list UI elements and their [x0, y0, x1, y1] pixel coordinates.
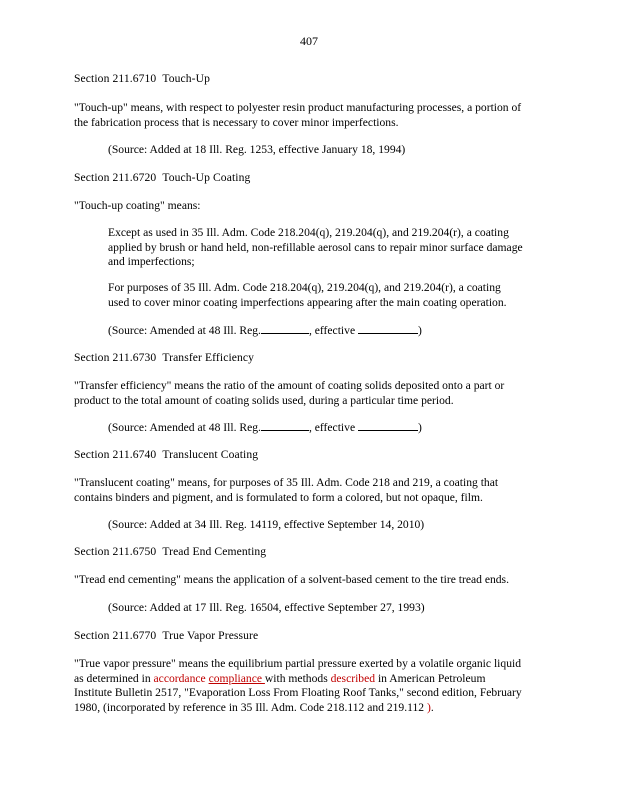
source-text: ) — [417, 421, 422, 434]
section-title: Transfer Efficiency — [162, 351, 255, 364]
page-number: 407 — [300, 34, 318, 48]
section-heading — [74, 171, 550, 186]
section-number: Section 211.6720 — [74, 171, 157, 184]
body-line — [74, 672, 550, 687]
definition-item — [108, 226, 550, 270]
section-number: Section 211.6730 — [74, 351, 157, 364]
section-heading — [74, 72, 550, 87]
blank-line — [358, 323, 418, 334]
body-line: Institute Bulletin 2517, "Evaporation Loss From Floating Roof Tanks," second edition, February — [74, 686, 522, 699]
section-heading — [74, 629, 550, 644]
body-text: . — [430, 700, 434, 714]
section-title: Touch-Up Coating — [162, 171, 251, 184]
section-number: Section 211.6750 — [74, 545, 157, 558]
revision-text: ) — [424, 700, 431, 714]
section-number: Section 211.6770 — [74, 629, 157, 642]
section-heading — [74, 545, 550, 560]
body-text: 1980, (incorporated by reference in 35 Ill. Adm. Code 218.112 and 219.112 — [74, 700, 425, 714]
body-line: Except as used in 35 Ill. Adm. Code 218.204(q), 219.204(q), and 219.204(r), a coating — [108, 226, 509, 239]
section-number: Section 211.6710 — [74, 72, 157, 85]
source-text: ) — [417, 324, 422, 337]
source-note — [108, 420, 550, 436]
section-heading — [74, 351, 550, 366]
section-title: Touch-Up — [162, 72, 210, 85]
body-line: and imperfections; — [108, 255, 195, 268]
body-text: in American Petroleum — [375, 671, 486, 685]
body-text: with methods — [264, 671, 331, 685]
body-text: as determined in — [74, 671, 154, 685]
deleted-text: described — [330, 671, 376, 685]
source-text: , effective — [308, 421, 358, 434]
deleted-text: accordance — [153, 671, 209, 685]
blank-line — [261, 420, 309, 431]
body-line: "Touch-up coating" means: — [74, 199, 201, 212]
body-line: "Transfer efficiency" means the ratio of the amount of coating solids deposited onto a part or — [74, 379, 505, 392]
section-title: Translucent Coating — [162, 448, 259, 461]
body-line: "Tread end cementing" means the application of a solvent-based cement to the tire tread ends. — [74, 573, 509, 586]
section-title: Tread End Cementing — [162, 545, 267, 558]
body-line — [74, 701, 550, 716]
body-line: "Translucent coating" means, for purposes of 35 Ill. Adm. Code 218 and 219, a coating that — [74, 476, 499, 489]
source-note: (Source: Added at 18 Ill. Reg. 1253, effective January 18, 1994) — [108, 143, 406, 156]
body-line: "Touch-up" means, with respect to polyester resin product manufacturing processes, a portion of — [74, 101, 522, 114]
body-line: used to cover minor coating imperfections appearing after the main coating operation. — [108, 295, 507, 309]
section-body — [74, 101, 550, 130]
inserted-text: compliance — [208, 671, 265, 685]
source-note — [108, 323, 550, 339]
body-line: contains binders and pigment, and is formulated to form a colored, but not opaque, film. — [74, 490, 483, 504]
source-text: , effective — [308, 324, 358, 337]
source-text: (Source: Amended at 48 Ill. Reg. — [108, 421, 261, 434]
body-line: "True vapor pressure" means the equilibrium partial pressure exerted by a volatile organic liquid — [74, 657, 522, 670]
source-note: (Source: Added at 34 Ill. Reg. 14119, effective September 14, 2010) — [108, 518, 425, 531]
section-body — [74, 476, 550, 505]
section-heading — [74, 448, 550, 463]
definition-item — [108, 281, 550, 310]
section-body — [74, 573, 550, 588]
body-line: applied by brush or hand held, non-refillable aerosol cans to repair minor surface damage — [108, 240, 523, 254]
section-title: True Vapor Pressure — [162, 629, 259, 642]
body-line: For purposes of 35 Ill. Adm. Code 218.204(q), 219.204(q), and 219.204(r), a coating — [108, 281, 501, 294]
blank-line — [261, 323, 309, 334]
source-note: (Source: Added at 17 Ill. Reg. 16504, effective September 27, 1993) — [108, 601, 425, 614]
blank-line — [358, 420, 418, 431]
source-text: (Source: Amended at 48 Ill. Reg. — [108, 324, 261, 337]
body-line: product to the total amount of coating solids used, during a particular time period. — [74, 393, 454, 407]
section-number: Section 211.6740 — [74, 448, 157, 461]
section-body — [74, 199, 550, 214]
body-line: the fabrication process that is necessary to cover minor imperfections. — [74, 115, 399, 129]
section-body — [74, 379, 550, 408]
section-body — [74, 657, 550, 715]
